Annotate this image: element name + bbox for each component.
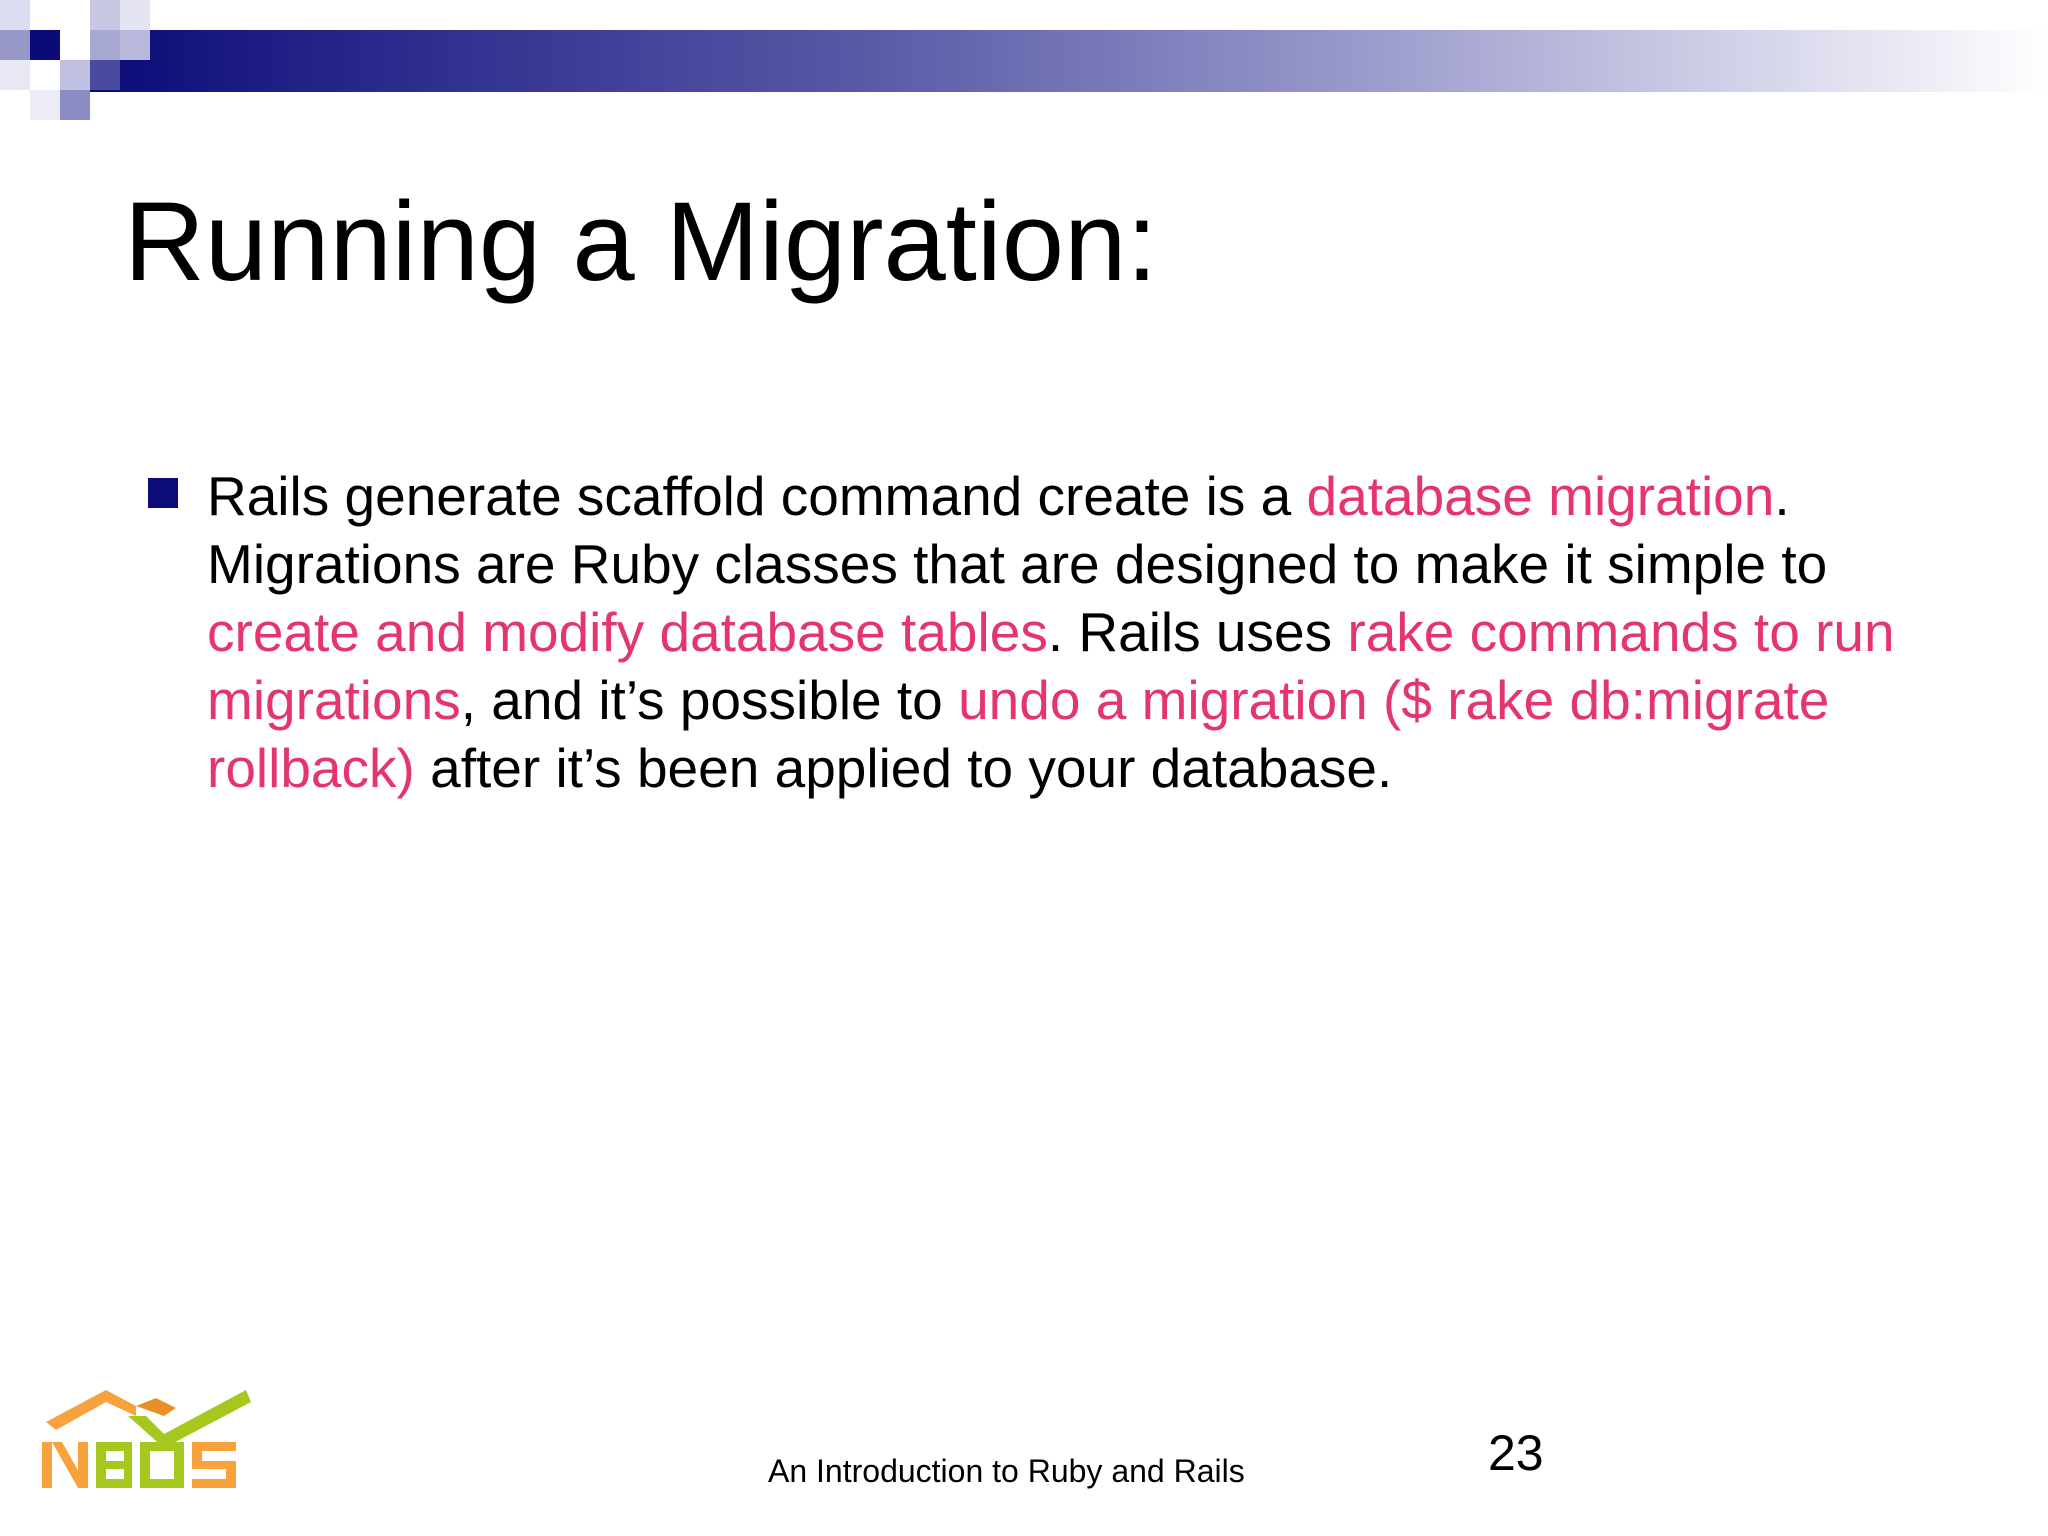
text-segment: after it’s been applied to your database. xyxy=(414,737,1393,799)
highlight-segment: database migration xyxy=(1306,465,1775,527)
decor-square xyxy=(60,60,90,90)
text-segment: Rails generate scaffold command create is a xyxy=(207,465,1307,527)
decor-square xyxy=(90,30,120,60)
page-number: 23 xyxy=(1488,1425,1544,1481)
decor-square xyxy=(0,30,30,60)
highlight-segment: rake commands to run migrations xyxy=(207,601,1895,731)
decor-square xyxy=(30,90,60,120)
highlight-segment: undo a migration ($ rake db:migrate rollback) xyxy=(207,669,1830,799)
decor-square xyxy=(120,0,150,30)
footer-title: An Introduction to Ruby and Rails xyxy=(768,1453,1245,1489)
highlight-segment: create and modify database tables xyxy=(207,601,1048,663)
decor-square xyxy=(90,0,120,30)
decor-square xyxy=(0,60,30,90)
text-segment: , and it’s possible to xyxy=(460,669,959,731)
decor-square xyxy=(90,60,120,90)
decor-square xyxy=(60,30,90,60)
decor-square xyxy=(30,30,60,60)
bullet-text xyxy=(207,462,1907,802)
header-gradient-band xyxy=(90,30,2048,92)
decor-square xyxy=(0,0,30,30)
decor-square xyxy=(120,30,150,60)
nbos-logo xyxy=(36,1372,266,1502)
decor-square xyxy=(30,0,60,30)
slide-title: Running a Migration: xyxy=(124,179,1158,304)
decor-square xyxy=(60,90,90,120)
text-segment: . Migrations are Ruby classes that are designed to make it simple to xyxy=(207,465,1828,595)
text-segment: . Rails uses xyxy=(1047,601,1348,663)
bullet-square-icon xyxy=(148,478,178,508)
